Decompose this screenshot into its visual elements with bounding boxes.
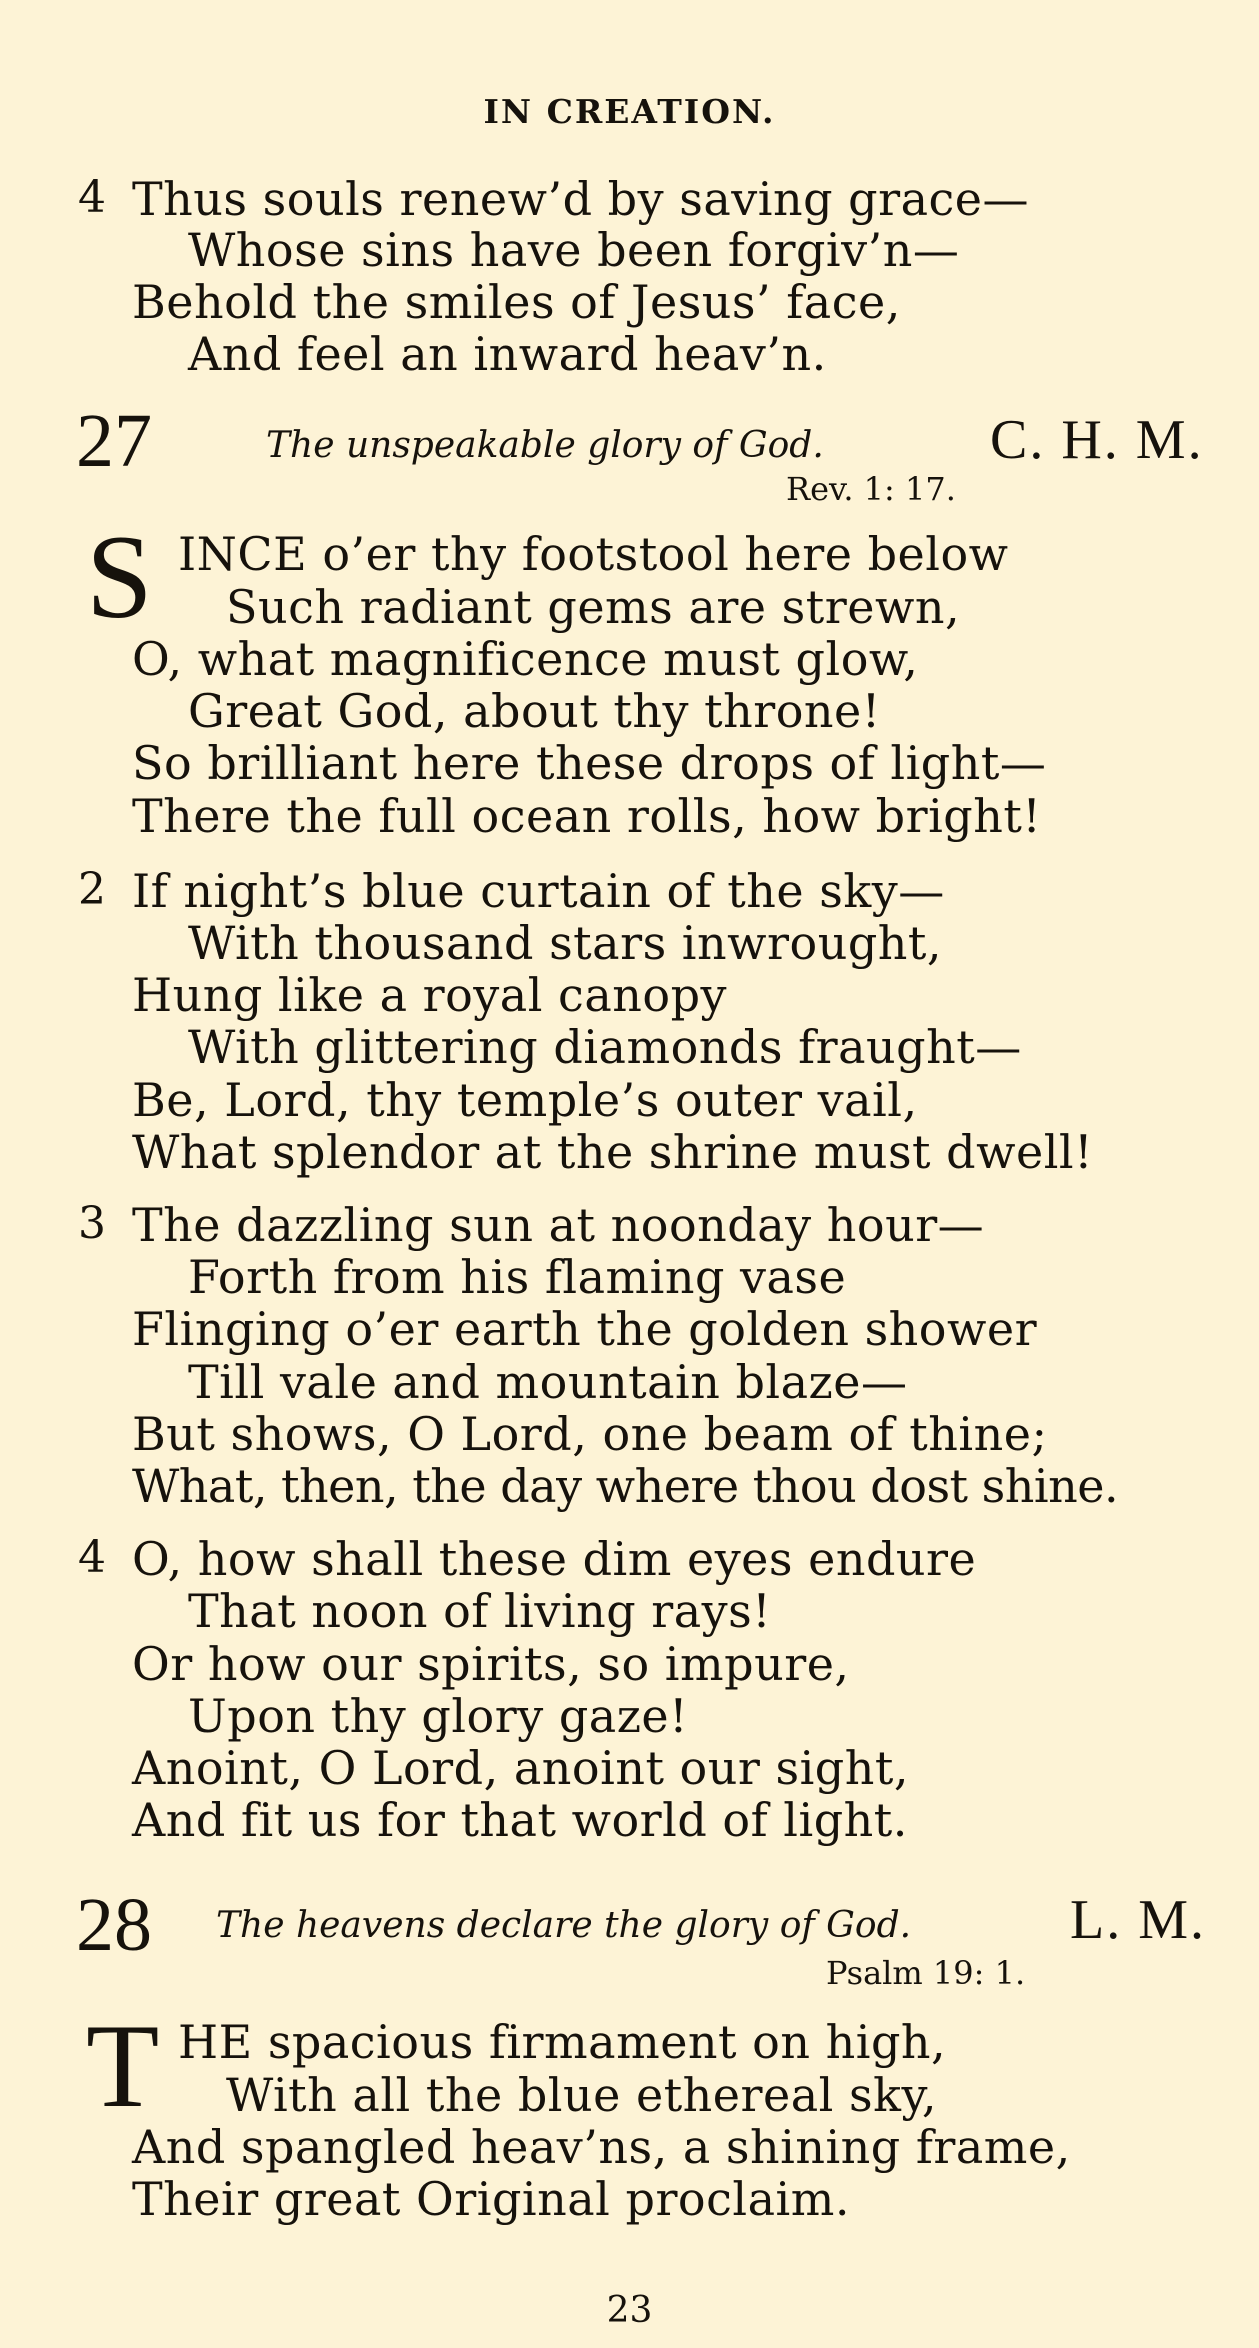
verse-line: Great God, about thy throne! (188, 684, 881, 738)
verse-line: O, what magnificence must glow, (132, 632, 919, 686)
verse-line: O, how shall these dim eyes endure (132, 1532, 977, 1586)
verse-line: Their great Original proclaim. (132, 2172, 850, 2226)
hymn-number: 27 (76, 399, 152, 483)
hymn-meter: L. M. (1070, 1889, 1206, 1951)
stanza-number: 4 (78, 1532, 106, 1583)
hymn-title: The heavens declare the glory of God. (216, 1905, 912, 1946)
verse-line: That noon of living rays! (188, 1584, 772, 1638)
verse-line: Behold the smiles of Jesus’ face, (132, 275, 901, 329)
verse-line: Till vale and mountain blaze— (188, 1355, 908, 1409)
verse-line: INCE o’er thy footstool here below (178, 527, 1009, 581)
verse-line: And fit us for that world of light. (132, 1793, 908, 1847)
verse-line: Be, Lord, thy temple’s outer vail, (132, 1073, 918, 1127)
verse-line: With glittering diamonds fraught— (188, 1020, 1022, 1074)
verse-line: What splendor at the shrine must dwell! (132, 1125, 1094, 1179)
verse-line: Thus souls renew’d by saving grace— (132, 172, 1029, 226)
scripture-reference: Psalm 19: 1. (826, 1954, 1026, 1992)
verse-line: Such radiant gems are strewn, (226, 580, 961, 634)
hymn-number: 28 (76, 1883, 152, 1967)
verse-line: Anoint, O Lord, anoint our sight, (132, 1741, 909, 1795)
verse-line: The dazzling sun at noonday hour— (132, 1198, 985, 1252)
verse-line: HE spacious firmament on high, (178, 2015, 947, 2069)
verse-line: Or how our spirits, so impure, (132, 1637, 850, 1691)
verse-line: Hung like a royal canopy (132, 968, 727, 1022)
drop-cap: T (86, 1999, 160, 2132)
verse-line: Upon thy glory gaze! (188, 1689, 689, 1743)
page-number: 23 (606, 2290, 653, 2331)
verse-line: With all the blue ethereal sky, (226, 2068, 937, 2122)
verse-line: So brilliant here these drops of light— (132, 736, 1047, 790)
verse-line: With thousand stars inwrought, (188, 916, 943, 970)
verse-line: Forth from his flaming vase (188, 1250, 847, 1304)
verse-line: And feel an inward heav’n. (188, 327, 827, 381)
verse-line: Flinging o’er earth the golden shower (132, 1302, 1038, 1356)
verse-line: There the full ocean rolls, how bright! (132, 789, 1042, 843)
verse-line: But shows, O Lord, one beam of thine; (132, 1407, 1048, 1461)
verse-line: If night’s blue curtain of the sky— (132, 864, 945, 918)
scripture-reference: Rev. 1: 17. (786, 470, 956, 508)
running-header: IN CREATION. (483, 92, 776, 131)
hymn-meter: C. H. M. (990, 409, 1204, 471)
verse-line: Whose sins have been forgiv’n— (188, 223, 960, 277)
hymn-title: The unspeakable glory of God. (266, 425, 824, 466)
stanza-number: 2 (78, 864, 106, 915)
stanza-number: 3 (78, 1198, 106, 1249)
verse-line: What, then, the day where thou dost shine. (132, 1459, 1119, 1513)
verse-line: And spangled heav’ns, a shining frame, (132, 2120, 1071, 2174)
stanza-number: 4 (78, 172, 106, 223)
drop-cap: S (86, 510, 153, 643)
